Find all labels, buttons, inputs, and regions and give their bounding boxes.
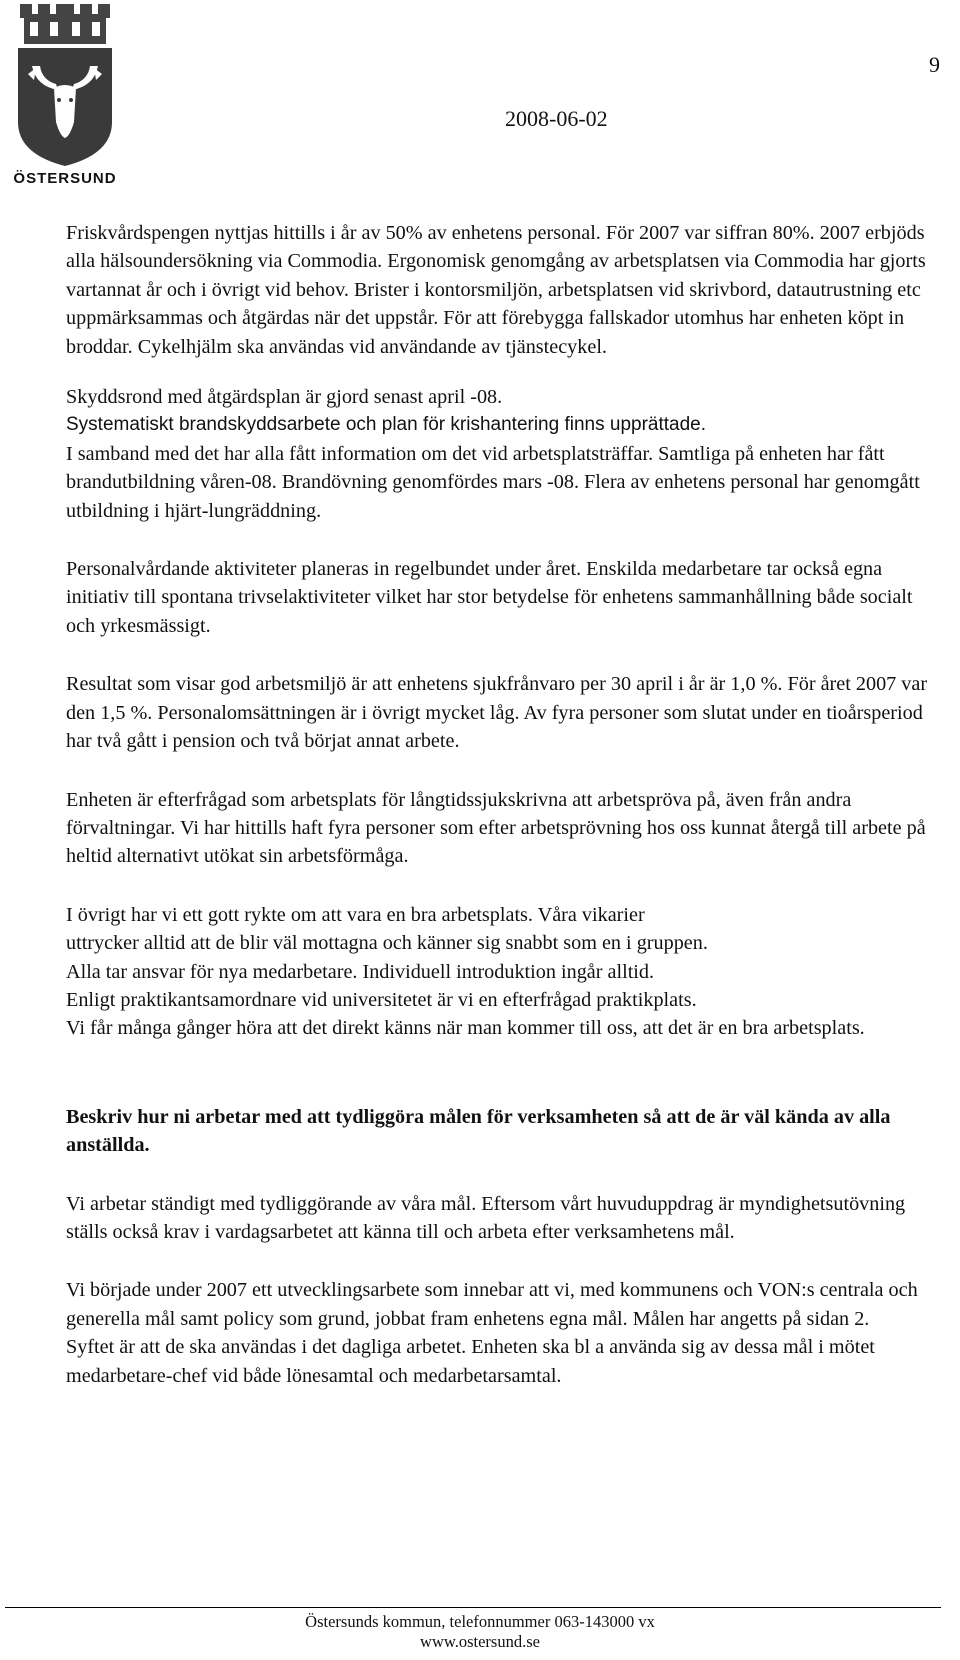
footer bbox=[0, 1612, 960, 1652]
paragraph-resultat: Resultat som visar god arbetsmiljö är att enhetens sjukfrånvaro per 30 april i år är 1,0 %. För året 2007 var den 1,5 %. Personalomsättningen är i övrigt mycket låg. Av fyra personer som slutat under en tioårsperiod har två gått i pension och två börjat annat arbete. bbox=[66, 673, 928, 753]
paragraph-tydliggorande: Vi arbetar ständigt med tydliggörande av våra mål. Eftersom vårt huvuduppdrag är myndighetsutövning ställs också krav i vardagsarbetet att känna till och arbeta efter verksamhetens mål. bbox=[66, 1192, 906, 1243]
logo bbox=[10, 4, 120, 186]
paragraph-brandskydd: Systematiskt brandskyddsarbete och plan för krishantering finns upprättade. bbox=[66, 414, 707, 436]
paragraph-brandutbildning: I samband med det har alla fått information om det vid arbetsplatsträffar. Samtliga på enheten har fått brandutbildning våren-08. Brandövning genomfördes mars -08. Flera av enhetens personal har genomgått utbildning i hjärt-lungräddning. bbox=[66, 442, 920, 522]
footer-divider bbox=[5, 1607, 941, 1608]
footer-website: www.ostersund.se bbox=[420, 1632, 540, 1651]
page-number: 9 bbox=[929, 52, 940, 77]
paragraph-rykte-line1: I övrigt har vi ett gott rykte om att vara en bra arbetsplats. Våra vikarier bbox=[66, 903, 645, 926]
footer-contact: Östersunds kommun, telefonnummer 063-143000 vx bbox=[305, 1612, 655, 1631]
paragraph-rykte-line5: Vi får många gånger höra att det direkt känns när man kommer till oss, att det är en bra arbetsplats. bbox=[66, 1017, 865, 1040]
paragraph-syfte: Syftet är att de ska användas i det dagliga arbetet. Enheten ska bl a använda sig av dessa mål i mötet medarbetare-chef vid både lönesamtal och medarbetarsamtal. bbox=[66, 1336, 875, 1387]
moose-crest-icon bbox=[10, 4, 120, 169]
paragraph-rykte-line2: uttrycker alltid att de blir väl mottagna och känner sig snabbt som en i gruppen. bbox=[66, 932, 708, 955]
document-body bbox=[66, 219, 940, 1390]
paragraph-rykte-line4: Enligt praktikantsamordnare vid universitetet är vi en efterfrågad praktikplats. bbox=[66, 988, 697, 1011]
paragraph-utvecklingsarbete: Vi började under 2007 ett utvecklingsarbete som innebar att vi, med kommunens och VON:s centrala och generella mål samt policy som grund, jobbat fram enhetens egna mål. Målen har angetts på sidan 2. bbox=[66, 1279, 918, 1330]
paragraph-arbetsprovning: Enheten är efterfrågad som arbetsplats för långtidssjukskrivna att arbetspröva på, även från andra förvaltningar. Vi har hittills haft fyra personer som efter arbetsprövning hos oss kunnat återgå till arbete på heltid alternativt utökat sin arbetsförmåga. bbox=[66, 788, 926, 868]
document-date: 2008-06-02 bbox=[505, 106, 608, 131]
paragraph-rykte-line3: Alla tar ansvar för nya medarbetare. Individuell introduktion ingår alltid. bbox=[66, 960, 655, 983]
paragraph-personalvard: Personalvårdande aktiviteter planeras in regelbundet under året. Enskilda medarbetare tar också egna initiativ till spontana trivselaktiviteter vilket har stor betydelse för enhetens sammanhållning både socialt och yrkesmässigt. bbox=[66, 558, 913, 637]
section-heading: Beskriv hur ni arbetar med att tydliggöra målen för verksamheten så att de är väl kända av alla anställda. bbox=[66, 1105, 891, 1157]
paragraph-skyddsrond: Skyddsrond med åtgärdsplan är gjord senast april -08. bbox=[66, 386, 503, 409]
logo-wordmark: ÖSTERSUND bbox=[13, 170, 117, 187]
paragraph-friskvard: Friskvårdspengen nyttjas hittills i år av 50% av enhetens personal. För 2007 var siffran 80%. 2007 erbjöds alla hälsoundersökning via Commodia. Ergonomisk genomgång av arbetsplatsen via Commodia har gjorts vartannat år och i övrigt vid behov. Brister i kontorsmiljön, arbetsplatsen vid skrivbord, datautrustning etc uppmärksammas och åtgärdas när det uppstår. För att förebygga fallskador utomhus har enheten köpt in broddar. Cykelhjälm ska användas vid användande av tjänstecykel. bbox=[66, 222, 926, 358]
